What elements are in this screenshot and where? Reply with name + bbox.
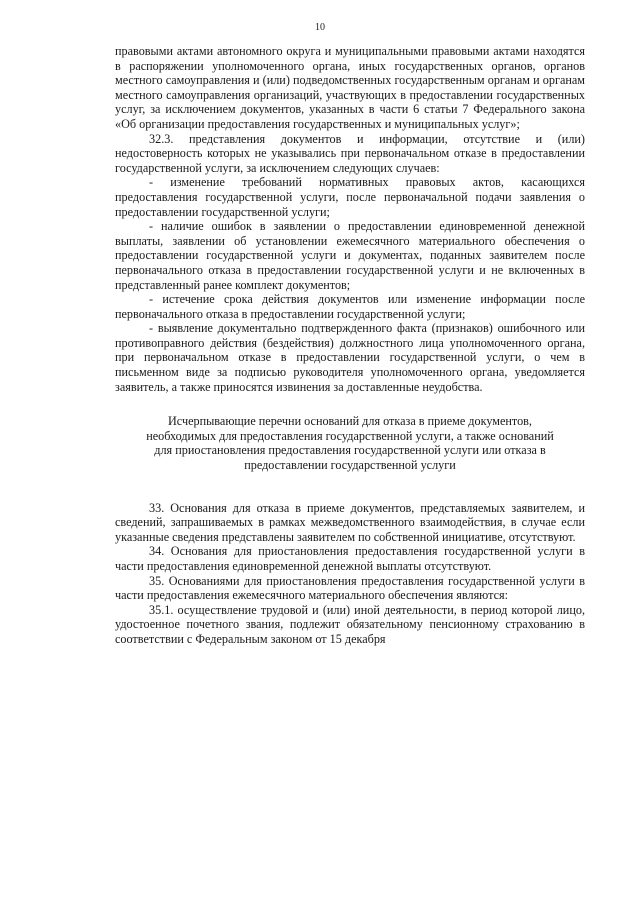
heading-line: Исчерпывающие перечни оснований для отказа в приеме документов, [168,414,532,429]
list-item-application-errors: - наличие ошибок в заявлении о предоставлении единовременной денежной выплаты, заявлении об установлении ежемесячного материального обеспечения о предоставлении государственной услуги и документах, поданных заявителем после первоначального отказа в предоставлении государственной услуги и не включенных в представленный ранее комплект документов; [115,219,585,292]
heading-line: для приостановления предоставления государственной услуги или отказа в [154,443,546,458]
section-heading [115,414,585,472]
paragraph-continuation: правовыми актами автономного округа и муниципальными правовыми актами находятся в распоряжении уполномоченного органа, иных государственных органов, органов местного самоуправления и (или) подведомственных государственным органам и органам местного самоуправления организаций, участвующих в предоставлении государственных услуг, за исключением документов, указанных в части 6 статьи 7 Федерального закона «Об организации предоставления государственных и муниципальных услуг»; [115,44,585,131]
paragraph-33: 33. Основания для отказа в приеме документов, представляемых заявителем, и сведений, запрашиваемых в рамках межведомственного взаимодействия, в случае если указанные сведения представлены заявителем по собственной инициативе, отсутствуют. [115,500,585,544]
paragraph-32-3: 32.3. представления документов и информации, отсутствие и (или) недостоверность которых не указывались при первоначальном отказе в предоставлении государственной услуги, за исключением следующих случаев: [115,131,585,175]
list-item-official-error: - выявление документально подтвержденного факта (признаков) ошибочного или противоправного действия (бездействия) должностного лица уполномоченного органа, при первоначальном отказе в предоставлении государственной услуги, о чем в письменном виде за подписью руководителя уполномоченного органа, уведомляется заявитель, а также приносятся извинения за доставленные неудобства. [115,321,585,394]
document-body [115,44,585,647]
paragraph-35: 35. Основаниями для приостановления предоставления государственной услуги в части предоставления ежемесячного материального обеспечения являются: [115,573,585,603]
paragraph-35-1: 35.1. осуществление трудовой и (или) иной деятельности, в период которой лицо, удостоенное почетного звания, подлежит обязательному пенсионному страхованию в соответствии с Федеральным законом от 15 декабря [115,602,585,646]
paragraph-34: 34. Основания для приостановления предоставления государственной услуги в части предоставления единовременной денежной выплаты отсутствуют. [115,544,585,573]
heading-line: необходимых для предоставления государственной услуги, а также оснований [146,428,554,443]
page-number: 10 [315,22,325,33]
list-item-document-expiry: - истечение срока действия документов или изменение информации после первоначального отказа в предоставлении государственной услуги; [115,292,585,321]
list-item-requirements-change: - изменение требований нормативных правовых актов, касающихся предоставления государственной услуги, после первоначальной подачи заявления о предоставлении государственной услуги; [115,175,585,219]
heading-line: предоставлении государственной услуги [244,458,456,473]
